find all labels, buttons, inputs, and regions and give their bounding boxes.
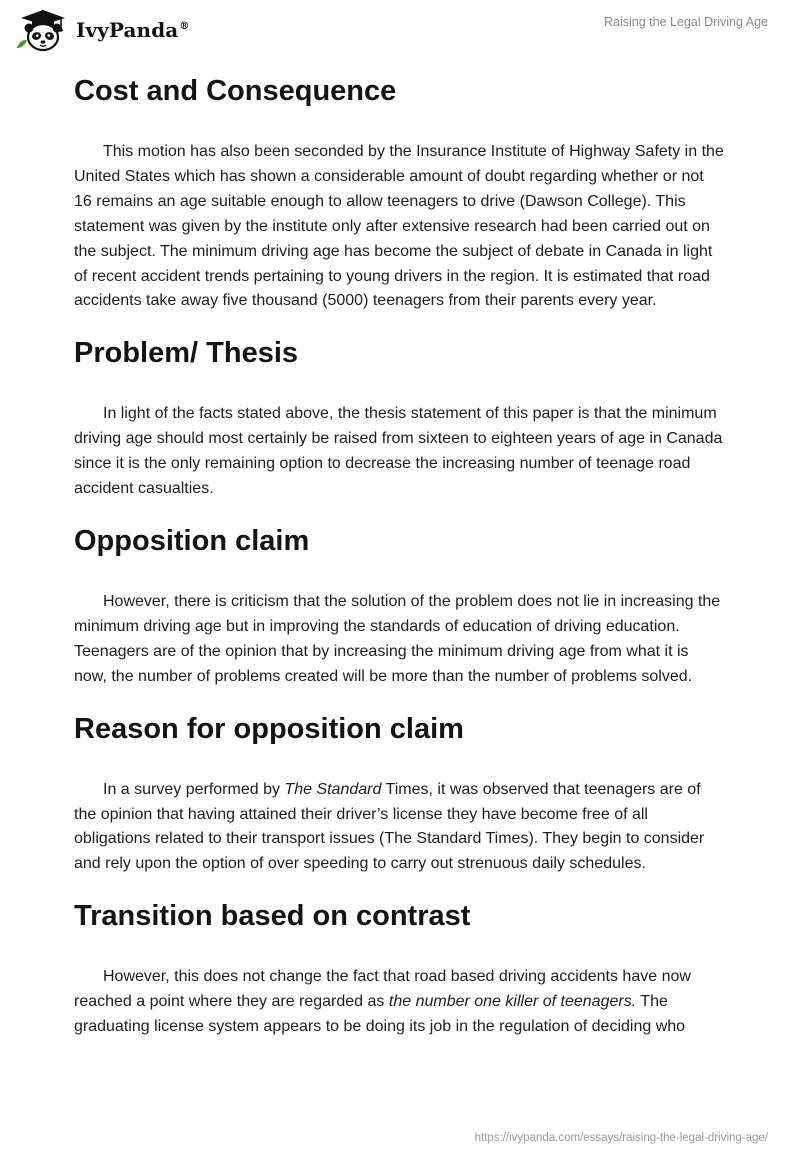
source-url-link[interactable]: https://ivypanda.com/essays/raising-the-legal-driving-age/ bbox=[474, 1132, 768, 1144]
page-header bbox=[0, 0, 800, 60]
section-heading: Opposition claim bbox=[74, 524, 310, 557]
essay-content bbox=[74, 70, 724, 1058]
paragraph-italic-text: the number one killer of teenagers. bbox=[388, 993, 637, 1011]
section-paragraph: However, there is criticism that the solution of the problem does not lie in increasing the minimum driving age but in improving the standards of education of driving education. Teenagers are of the opinion that by increasing the minimum driving age from what it is now, the number of problems created will be more than the number of problems solved. bbox=[74, 592, 721, 685]
running-title: Raising the Legal Driving Age bbox=[604, 15, 768, 29]
section-paragraph: In light of the facts stated above, the thesis statement of this paper is that the minimum driving age should most certainly be raised from sixteen to eighteen years of age in Canada since it is the only remaining option to decrease the increasing number of teenage road accident casualties. bbox=[74, 405, 723, 498]
paragraph-text: In a survey performed by bbox=[103, 780, 285, 798]
paragraph-text: Times, it was observed that teenagers are of the opinion that having attained their driver’s license they have become free of all obligations related to their transport issues (The Standard Times). They begin to consider and rely upon the option of over speeding to carry out strenuous daily schedules. bbox=[74, 780, 705, 873]
section-paragraph bbox=[74, 778, 724, 878]
paragraph-italic-text: The Standard bbox=[284, 780, 382, 798]
section-heading: Transition based on contrast bbox=[74, 900, 471, 933]
section-heading: Reason for opposition claim bbox=[74, 712, 464, 745]
section-paragraph: This motion has also been seconded by the Insurance Institute of Highway Safety in the United States which has shown a considerable amount of doubt regarding whether or not 16 remains an age suitable enough to allow teenagers to drive (Dawson College). This statement was given by the institute only after extensive research had been carried out on the subject. The minimum driving age has become the subject of debate in Canada in light of recent accident trends pertaining to young drivers in the region. It is estimated that road accidents take away five thousand (5000) teenagers from their parents every year. bbox=[74, 143, 724, 310]
ivypanda-logo[interactable] bbox=[14, 8, 189, 52]
paragraph-text: The graduating license system appears to be doing its job in the regulation of deciding who bbox=[74, 993, 686, 1036]
panda-graduate-icon bbox=[14, 8, 72, 52]
section-heading: Problem/ Thesis bbox=[74, 337, 299, 370]
registered-mark: ® bbox=[179, 21, 190, 33]
section-heading: Cost and Consequence bbox=[74, 75, 397, 107]
brand-name: IvyPanda® bbox=[76, 18, 190, 42]
section-paragraph bbox=[74, 965, 724, 1040]
paragraph-text: However, this does not change the fact that road based driving accidents have now reached a point where they are regarded as bbox=[74, 968, 691, 1011]
